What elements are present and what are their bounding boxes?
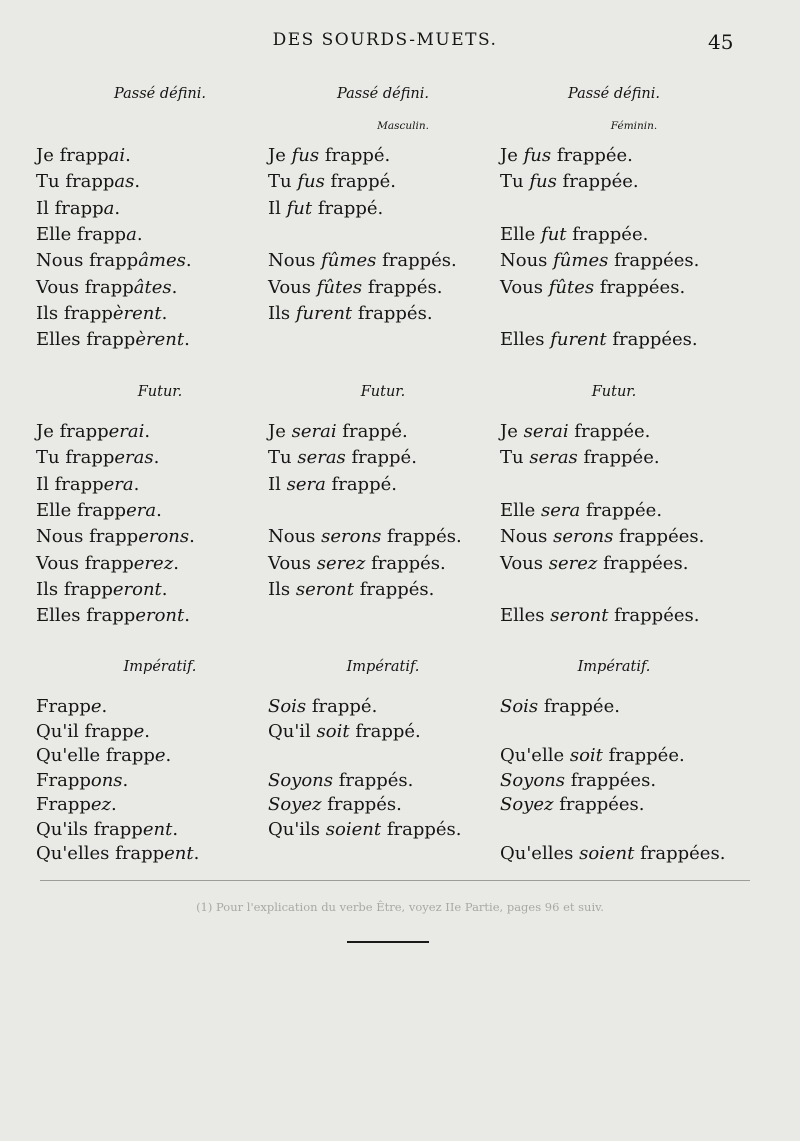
ending-text: furent bbox=[550, 329, 607, 351]
conjugation-line bbox=[36, 605, 190, 627]
stem-text: Tu bbox=[500, 171, 530, 193]
conjugation-line bbox=[36, 819, 178, 841]
ending-text: e bbox=[154, 745, 166, 766]
ending-text: soient bbox=[579, 843, 635, 864]
ending-text: a bbox=[126, 223, 137, 245]
ending-text: Sois bbox=[268, 696, 307, 717]
stem-text: Elle frapp bbox=[36, 223, 127, 245]
ending-text: serai bbox=[291, 421, 337, 442]
suffix-text: frappés. bbox=[381, 818, 462, 840]
stem-text: Frapp bbox=[36, 769, 91, 791]
conjugation-line bbox=[268, 198, 383, 220]
conjugation-line bbox=[500, 329, 698, 351]
stem-text: Je bbox=[500, 421, 524, 442]
stem-text: Qu'elle bbox=[500, 745, 570, 766]
suffix-text: frappé. bbox=[312, 197, 384, 219]
conjugation-line bbox=[500, 770, 656, 792]
suffix-text: frappées. bbox=[553, 794, 645, 815]
conjugation-line bbox=[268, 553, 446, 575]
ending-text: serez bbox=[548, 552, 598, 574]
ending-text: eront bbox=[112, 578, 162, 600]
conjugation-line bbox=[36, 526, 195, 548]
stem-text: Il frapp bbox=[36, 473, 104, 495]
conjugation-line bbox=[500, 447, 660, 469]
stem-text: Tu bbox=[268, 447, 298, 469]
conjugation-line bbox=[500, 500, 662, 522]
conjugation-line bbox=[36, 171, 140, 193]
suffix-text: frappée. bbox=[577, 447, 660, 469]
conjugation-line bbox=[36, 145, 131, 167]
page-number: 45 bbox=[708, 30, 734, 54]
conjugation-line bbox=[500, 171, 639, 193]
conjugation-line bbox=[268, 721, 421, 743]
conjugation-line bbox=[268, 303, 433, 325]
section-2-column-1-heading: Impératif. bbox=[346, 659, 420, 675]
section-0-column-2-heading: Passé défini. bbox=[568, 86, 660, 102]
suffix-text: . bbox=[114, 197, 121, 219]
suffix-text: frappées. bbox=[565, 769, 657, 791]
stem-text: Qu'ils frapp bbox=[36, 818, 143, 840]
suffix-text: frappés. bbox=[362, 276, 443, 298]
suffix-text: . bbox=[173, 552, 179, 574]
ending-text: âmes bbox=[138, 250, 186, 272]
ending-text: Soyons bbox=[500, 769, 566, 791]
conjugation-line bbox=[268, 277, 443, 299]
suffix-text: . bbox=[184, 329, 190, 351]
section-2-column-2-heading: Impératif. bbox=[577, 659, 651, 675]
suffix-text: frappés. bbox=[365, 552, 446, 574]
suffix-text: . bbox=[161, 578, 168, 600]
conjugation-line bbox=[36, 303, 167, 325]
stem-text: Qu'elle frapp bbox=[36, 745, 155, 766]
conjugation-line bbox=[36, 250, 192, 272]
conjugation-line bbox=[36, 198, 120, 220]
running-head: DES SOURDS-MUETS. bbox=[272, 30, 498, 50]
stem-text: Ils frapp bbox=[36, 578, 113, 600]
suffix-text: . bbox=[153, 447, 160, 469]
ending-text: soient bbox=[325, 818, 382, 840]
stem-text: Ils bbox=[268, 578, 296, 600]
stem-text: Elles frapp bbox=[36, 329, 136, 351]
stem-text: Nous frapp bbox=[36, 526, 139, 548]
ending-text: serons bbox=[553, 526, 614, 548]
ending-text: seront bbox=[550, 605, 609, 627]
suffix-text: frappées. bbox=[606, 329, 698, 351]
suffix-text: frappées. bbox=[608, 250, 700, 272]
stem-text: Vous bbox=[500, 276, 549, 298]
stem-text: Je frapp bbox=[36, 421, 109, 442]
stem-text: Qu'il bbox=[268, 720, 317, 742]
suffix-text: . bbox=[184, 605, 190, 627]
suffix-text: frappées. bbox=[634, 843, 726, 864]
ending-text: serez bbox=[316, 552, 366, 574]
ending-text: ent bbox=[142, 818, 173, 840]
stem-text: Frapp bbox=[36, 696, 91, 717]
ending-text: ai bbox=[108, 145, 126, 166]
suffix-text: . bbox=[136, 223, 143, 245]
conjugation-line bbox=[268, 526, 462, 548]
conjugation-line bbox=[36, 277, 177, 299]
ending-text: èrent bbox=[112, 302, 162, 324]
conjugation-line bbox=[500, 605, 699, 627]
ending-text: ez bbox=[90, 794, 112, 815]
ending-text: seras bbox=[529, 447, 578, 469]
conjugation-line bbox=[268, 250, 457, 272]
stem-text: Vous bbox=[268, 552, 317, 574]
conjugation-line bbox=[268, 819, 461, 841]
conjugation-line bbox=[500, 250, 699, 272]
conjugation-line bbox=[268, 696, 377, 718]
stem-text: Vous bbox=[500, 552, 549, 574]
conjugation-line bbox=[500, 696, 620, 718]
suffix-text: frappés. bbox=[321, 794, 402, 815]
stem-text: Tu frapp bbox=[36, 447, 115, 469]
stem-text: Vous frapp bbox=[36, 276, 134, 298]
conjugation-line bbox=[36, 745, 171, 767]
ending-text: serons bbox=[321, 526, 382, 548]
suffix-text: frappée. bbox=[566, 223, 649, 245]
ending-text: Soyez bbox=[268, 794, 322, 815]
conjugation-line bbox=[500, 553, 688, 575]
section-separator bbox=[347, 941, 429, 943]
suffix-text: frappés. bbox=[376, 250, 457, 272]
suffix-text: frappé. bbox=[306, 696, 378, 717]
ending-text: furent bbox=[295, 302, 353, 324]
stem-text: Je bbox=[500, 145, 524, 166]
suffix-text: . bbox=[101, 696, 108, 717]
stem-text: Je frapp bbox=[36, 145, 109, 166]
ending-text: era bbox=[103, 473, 134, 495]
conjugation-line bbox=[268, 770, 413, 792]
suffix-text: . bbox=[134, 171, 141, 193]
conjugation-line bbox=[268, 474, 397, 496]
conjugation-line bbox=[268, 579, 434, 601]
ending-text: fûmes bbox=[321, 250, 377, 272]
conjugation-line bbox=[36, 329, 190, 351]
suffix-text: frappés. bbox=[352, 302, 433, 324]
ending-text: âtes bbox=[133, 276, 172, 298]
conjugation-line bbox=[268, 447, 417, 469]
suffix-text: frappées. bbox=[597, 552, 689, 574]
conjugation-line bbox=[500, 277, 685, 299]
stem-text: Nous bbox=[500, 250, 554, 272]
stem-text: Elles frapp bbox=[36, 605, 136, 627]
suffix-text: frappés. bbox=[381, 526, 462, 548]
ending-text: fus bbox=[291, 145, 320, 166]
suffix-text: . bbox=[185, 250, 192, 272]
conjugation-line bbox=[268, 421, 408, 443]
stem-text: Ils frapp bbox=[36, 302, 113, 324]
ending-text: e bbox=[133, 720, 145, 742]
stem-text: Tu bbox=[500, 447, 530, 469]
conjugation-line bbox=[500, 745, 685, 767]
stem-text: Elle bbox=[500, 223, 542, 245]
stem-text: Tu frapp bbox=[36, 171, 115, 193]
stem-text: Vous frapp bbox=[36, 552, 134, 574]
suffix-text: frappé. bbox=[349, 720, 421, 742]
suffix-text: . bbox=[111, 794, 117, 815]
suffix-text: . bbox=[122, 769, 129, 791]
suffix-text: frappée. bbox=[551, 145, 633, 166]
suffix-text: . bbox=[133, 473, 140, 495]
ending-text: fus bbox=[297, 171, 325, 193]
section-0-column-0-heading: Passé défini. bbox=[114, 86, 206, 102]
conjugation-line bbox=[500, 224, 648, 246]
stem-text: Ils bbox=[268, 302, 296, 324]
stem-text: Frapp bbox=[36, 794, 91, 815]
ending-text: a bbox=[103, 197, 115, 219]
stem-text: Qu'elles bbox=[500, 843, 580, 864]
section-0-column-1-heading: Passé défini. bbox=[337, 86, 429, 102]
stem-text: Elles bbox=[500, 605, 551, 627]
ending-text: serai bbox=[523, 421, 569, 442]
suffix-text: frappé. bbox=[319, 145, 391, 166]
suffix-text: . bbox=[189, 526, 195, 548]
suffix-text: frappées. bbox=[608, 605, 700, 627]
suffix-text: frappées. bbox=[613, 526, 705, 548]
section-1-column-0-heading: Futur. bbox=[137, 384, 183, 400]
conjugation-line bbox=[36, 770, 128, 792]
section-1-column-2-heading: Futur. bbox=[591, 384, 637, 400]
conjugation-line bbox=[36, 794, 117, 816]
section-0-column-2-subheading: Féminin. bbox=[610, 120, 658, 132]
conjugation-line bbox=[500, 421, 650, 443]
ending-text: soit bbox=[569, 745, 603, 766]
conjugation-line bbox=[268, 794, 402, 816]
conjugation-line bbox=[36, 579, 168, 601]
conjugation-line bbox=[36, 421, 150, 443]
stem-text: Il bbox=[268, 473, 287, 495]
conjugation-line bbox=[36, 224, 143, 246]
stem-text: Elle bbox=[500, 499, 542, 521]
ending-text: erez bbox=[133, 552, 174, 574]
section-2-column-0-heading: Impératif. bbox=[123, 659, 197, 675]
ending-text: fus bbox=[529, 171, 557, 193]
conjugation-line bbox=[500, 145, 633, 167]
suffix-text: . bbox=[171, 276, 178, 298]
ending-text: sera bbox=[541, 499, 581, 521]
ending-text: fûtes bbox=[316, 276, 363, 298]
conjugation-line bbox=[36, 721, 150, 743]
stem-text: Nous bbox=[268, 250, 322, 272]
conjugation-line bbox=[268, 171, 396, 193]
ending-text: èrent bbox=[135, 329, 185, 351]
stem-text: Qu'ils bbox=[268, 818, 326, 840]
ending-text: era bbox=[126, 499, 157, 521]
conjugation-line bbox=[36, 843, 199, 865]
ending-text: fut bbox=[286, 197, 313, 219]
conjugation-line bbox=[500, 794, 645, 816]
stem-text: Qu'elles frapp bbox=[36, 843, 165, 864]
ending-text: seront bbox=[295, 578, 354, 600]
suffix-text: frappé. bbox=[324, 171, 396, 193]
suffix-text: frappés. bbox=[333, 769, 414, 791]
stem-text: Tu bbox=[268, 171, 298, 193]
ending-text: fûtes bbox=[548, 276, 595, 298]
suffix-text: frappée. bbox=[538, 696, 620, 717]
suffix-text: . bbox=[193, 843, 200, 864]
ending-text: Soyons bbox=[268, 769, 334, 791]
section-1-column-1-heading: Futur. bbox=[360, 384, 406, 400]
suffix-text: . bbox=[172, 818, 179, 840]
suffix-text: . bbox=[165, 745, 172, 766]
ending-text: ons bbox=[90, 769, 123, 791]
ending-text: fus bbox=[523, 145, 552, 166]
ending-text: Sois bbox=[500, 696, 539, 717]
ending-text: erai bbox=[108, 421, 145, 442]
stem-text: Nous bbox=[500, 526, 554, 548]
stem-text: Nous frapp bbox=[36, 250, 139, 272]
suffix-text: frappée. bbox=[568, 421, 651, 442]
suffix-text: frappées. bbox=[594, 276, 686, 298]
conjugation-line bbox=[36, 474, 139, 496]
stem-text: Elle frapp bbox=[36, 499, 127, 521]
stem-text: Vous bbox=[268, 276, 317, 298]
conjugation-line bbox=[500, 526, 704, 548]
suffix-text: frappée. bbox=[556, 171, 639, 193]
suffix-text: . bbox=[144, 720, 150, 742]
stem-text: Il bbox=[268, 197, 287, 219]
conjugation-line bbox=[36, 553, 179, 575]
suffix-text: . bbox=[161, 302, 168, 324]
suffix-text: frappé. bbox=[336, 421, 408, 442]
ending-text: fut bbox=[541, 223, 567, 245]
stem-text: Nous bbox=[268, 526, 322, 548]
stem-text: Je bbox=[268, 421, 292, 442]
ending-text: ent bbox=[164, 843, 194, 864]
stem-text: Qu'il frapp bbox=[36, 720, 134, 742]
suffix-text: . bbox=[156, 499, 162, 521]
ending-text: seras bbox=[297, 447, 346, 469]
conjugation-line bbox=[36, 447, 159, 469]
conjugation-line bbox=[36, 500, 162, 522]
suffix-text: frappée. bbox=[580, 499, 663, 521]
ending-text: as bbox=[114, 171, 135, 193]
suffix-text: . bbox=[144, 421, 151, 442]
suffix-text: . bbox=[125, 145, 131, 166]
section-0-column-1-subheading: Masculin. bbox=[377, 120, 429, 132]
stem-text: Elles bbox=[500, 329, 551, 351]
stem-text: Il frapp bbox=[36, 197, 104, 219]
suffix-text: frappée. bbox=[602, 745, 685, 766]
conjugation-line bbox=[268, 145, 390, 167]
suffix-text: frappé. bbox=[325, 473, 397, 495]
ending-text: fûmes bbox=[553, 250, 609, 272]
footnote: (1) Pour l'explication du verbe Être, voyez IIe Partie, pages 96 et suiv. bbox=[196, 900, 604, 914]
ending-text: Soyez bbox=[500, 794, 554, 815]
suffix-text: frappé. bbox=[345, 447, 417, 469]
footnote-rule bbox=[40, 880, 750, 881]
conjugation-line bbox=[36, 696, 107, 718]
ending-text: eras bbox=[114, 447, 154, 469]
conjugation-line bbox=[500, 843, 725, 865]
ending-text: soit bbox=[316, 720, 350, 742]
ending-text: e bbox=[90, 696, 102, 717]
ending-text: erons bbox=[138, 526, 190, 548]
ending-text: eront bbox=[135, 605, 185, 627]
stem-text: Je bbox=[268, 145, 292, 166]
suffix-text: frappés. bbox=[354, 578, 435, 600]
ending-text: sera bbox=[286, 473, 326, 495]
